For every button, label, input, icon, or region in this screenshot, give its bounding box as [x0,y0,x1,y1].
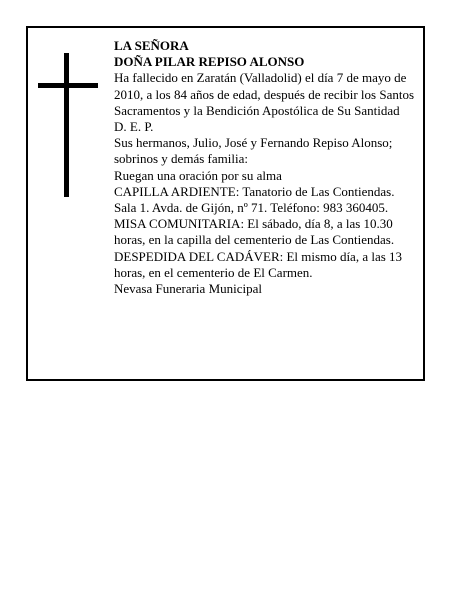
death-statement: Ha fallecido en Zaratán (Valladolid) el día 7 de mayo de 2010, a los 84 años de edad, después de recibir los Santos Sacramentos y la Bendición Apostólica de Su Santidad [114,70,415,118]
chapel-info: CAPILLA ARDIENTE: Tanatorio de Las Contiendas. Sala 1. Avda. de Gijón, nº 71. Teléfono: 983 360405. [114,183,395,216]
prayer-request: Ruegan una oración por su alma [114,167,282,183]
cross-vertical-bar [64,53,69,197]
mass-info: MISA COMUNITARIA: El sábado, día 8, a las 10.30 horas, en la capilla del cementerio de Las Contiendas. [114,216,395,248]
notice-title: LA SEÑORA [114,38,189,53]
dep-text: D. E. P. [114,119,154,135]
deceased-name: DOÑA PILAR REPISO ALONSO [114,54,305,70]
cross-icon [38,53,98,197]
farewell-info: DESPEDIDA DEL CADÁVER: El mismo día, a las 13 horas, en el cementerio de El Carmen. [114,248,403,280]
cross-horizontal-bar [38,83,98,88]
family-text: Sus hermanos, Julio, José y Fernando Repiso Alonso; sobrinos y demás familia: [114,135,393,167]
notice-body [114,38,418,297]
funeral-home: Nevasa Funeraria Municipal [114,281,263,297]
